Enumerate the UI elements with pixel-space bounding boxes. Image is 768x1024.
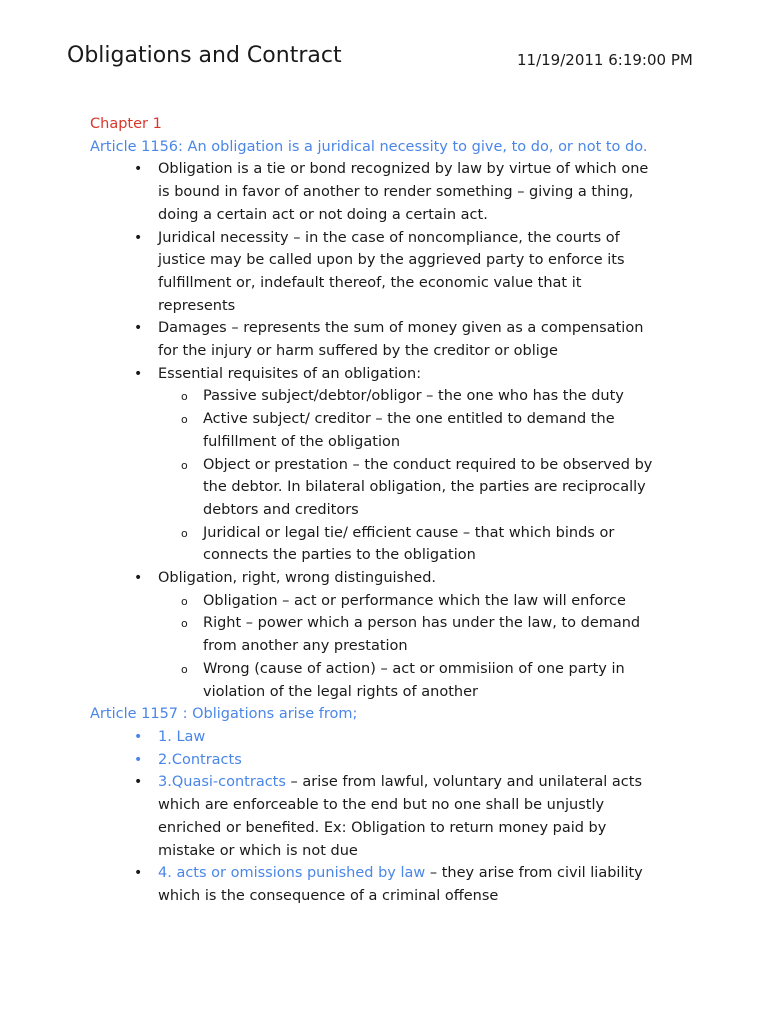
list-item-line: is bound in favor of another to render something – giving a thing, [158,184,634,201]
article-1156-list [90,158,690,703]
list-item-line: doing a certain act or not doing a certain act. [158,206,488,223]
article-1157-heading: Article 1157 : Obligations arise from; [90,706,358,723]
sub-list-item [90,522,690,567]
list-item-line: o Wrong (cause of action) – act or ommisiion of one party in [203,660,625,677]
list-item-line: from another any prestation [203,638,408,655]
list-item-line: o Active subject/ creditor – the one entitled to demand the [203,411,615,428]
list-item-line: connects the parties to the obligation [203,547,476,564]
sub-list-item [90,385,690,408]
list-item-line: o Right – power which a person has under the law, to demand [203,615,641,632]
list-item [90,158,690,226]
list-item-line: represents [158,297,236,314]
list-item-line: • Juridical necessity – in the case of noncompliance, the courts of [158,229,620,246]
sub-list-item [90,408,690,453]
document-title: Obligations and Contract [67,43,342,68]
list-item-line: mistake or which is not due [158,842,358,859]
chapter-heading: Chapter 1 [90,116,162,132]
list-item [90,771,690,862]
list-item-line: violation of the legal rights of another [203,683,478,700]
list-item-line: justice may be called upon by the aggrieved party to enforce its [158,252,625,269]
list-item-line: o Object or prestation – the conduct required to be observed by [203,456,653,473]
list-item-line [158,771,690,794]
list-item [90,363,690,386]
list-item-line: which is the consequence of a criminal offense [158,887,499,904]
list-item [90,567,690,590]
list-item [90,317,690,362]
list-item-line: which are enforceable to the end but no one shall be unjustly [158,797,605,814]
article-1156-heading: Article 1156: An obligation is a juridical necessity to give, to do, or not to do. [90,138,648,155]
list-item-line: • Essential requisites of an obligation: [158,365,422,382]
list-item-line [158,862,690,885]
sub-list-item [90,454,690,522]
list-item-line: o Juridical or legal tie/ efficient cause – that which binds or [203,524,615,541]
list-item-line: the debtor. In bilateral obligation, the parties are reciprocally [203,479,646,496]
list-item-line: enriched or benefited. Ex: Obligation to return money paid by [158,819,607,836]
source-law: • 1. Law [158,728,206,745]
list-item-line: • Obligation, right, wrong distinguished. [158,570,437,587]
source-acts-omissions: 4. acts or omissions punished by law [158,865,426,882]
source-quasi-contracts-text: – arise from lawful, voluntary and unilateral acts [285,774,643,791]
source-contracts: • 2.Contracts [158,751,242,768]
sub-list-item [90,590,690,613]
list-item-line: for the injury or harm suffered by the creditor or oblige [158,343,558,360]
list-item-line: • Damages – represents the sum of money given as a compensation [158,320,644,337]
list-item [90,749,690,772]
document-timestamp: 11/19/2011 6:19:00 PM [517,51,693,69]
sub-list-item [90,658,690,703]
article-1157-list [90,726,690,908]
source-acts-omissions-text: – they arise from civil liability [425,865,643,882]
list-item-line: • Obligation is a tie or bond recognized by law by virtue of which one [158,161,649,178]
document-body [90,113,690,908]
list-item-line: debtors and creditors [203,501,359,518]
sub-list-item [90,612,690,657]
list-item-line: fulfillment or, indefault thereof, the economic value that it [158,274,582,291]
list-item [90,726,690,749]
list-item-line: fulfillment of the obligation [203,433,401,450]
source-quasi-contracts: 3.Quasi-contracts [158,774,286,791]
list-item [90,862,690,907]
list-item-line: o Passive subject/debtor/obligor – the one who has the duty [203,388,624,405]
list-item-line: o Obligation – act or performance which the law will enforce [203,592,626,609]
list-item [90,227,690,318]
